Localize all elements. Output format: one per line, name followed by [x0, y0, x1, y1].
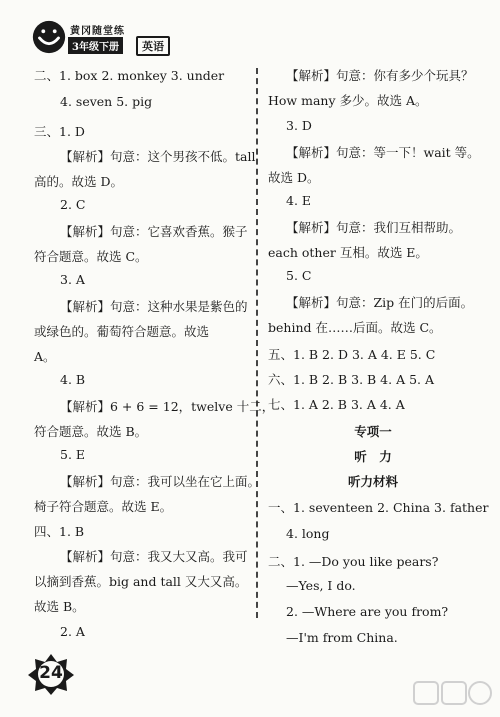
answer-line: 以摘到香蕉。big and tall 又大又高。 [34, 574, 248, 589]
answer-line: 五、1. B 2. D 3. A 4. E 5. C [268, 347, 436, 362]
section-heading: 听 力 [354, 449, 392, 464]
answer-line: 【解析】句意：我又大又高。我可 [60, 549, 248, 564]
section-heading: 听力材料 [347, 474, 398, 489]
answer-line: 【解析】句意：你有多少个玩具？ [286, 68, 474, 83]
grade-label: 3年级下册 [68, 37, 123, 54]
answer-line: 5. E [60, 447, 86, 462]
answer-line: 【解析】6 + 6 = 12，twelve 十二， [60, 399, 275, 414]
answer-line: 二、1. —Do you like pears? [268, 554, 439, 569]
answer-line: 4. seven 5. pig [60, 94, 153, 109]
answer-line: 或绿色的。葡萄符合题意。故选 [34, 324, 210, 339]
answer-line: 【解析】句意：我可以坐在它上面。 [60, 474, 261, 489]
answer-line: 4. long [286, 526, 330, 541]
answer-line: 高的。故选 D。 [34, 174, 123, 189]
answer-line: each other 互相。故选 E。 [268, 245, 428, 260]
answer-line: How many 多少。故选 A。 [268, 93, 428, 108]
answer-line: A。 [34, 349, 56, 364]
answer-line: 2. —Where are you from? [286, 604, 449, 619]
answer-line: 二、1. box 2. monkey 3. under [34, 68, 225, 83]
answer-line: 椅子符合题意。故选 E。 [34, 499, 173, 514]
answer-line: 【解析】句意：Zip 在门的后面。 [286, 295, 474, 310]
answer-line: 【解析】句意：这种水果是紫色的 [60, 299, 248, 314]
answer-line: 4. B [60, 372, 86, 387]
answer-line: 【解析】句意：等一下！wait 等。 [286, 145, 480, 160]
answer-line: 3. A [60, 272, 85, 287]
page-number: 24 [39, 663, 63, 683]
answer-line: 故选 B。 [34, 599, 85, 614]
book-header [30, 18, 210, 64]
answer-line: 3. D [286, 118, 312, 133]
watermark-logo-icon [412, 678, 494, 708]
column-divider [256, 68, 258, 618]
answer-line: 七、1. A 2. B 3. A 4. A [268, 397, 405, 412]
smiley-logo-icon [30, 18, 68, 56]
answer-line: 故选 D。 [268, 170, 320, 185]
answer-line: 【解析】句意：它喜欢香蕉。猴子 [60, 224, 248, 239]
series-title: 黄冈随堂练 [70, 26, 125, 37]
answer-line: 一、1. seventeen 2. China 3. father [268, 500, 489, 515]
section-heading: 专项一 [354, 424, 392, 439]
answer-line: 2. C [60, 197, 86, 212]
answer-line: 六、1. B 2. B 3. B 4. A 5. A [268, 372, 435, 387]
answer-line: 【解析】句意：这个男孩不低。tall [60, 149, 256, 164]
answer-line: 三、1. D [34, 124, 85, 139]
answer-line: behind 在……后面。故选 C。 [268, 320, 442, 335]
answer-line: —Yes, I do. [286, 578, 356, 593]
answer-line: 【解析】句意：我们互相帮助。 [286, 220, 462, 235]
subject-label: 英语 [136, 36, 170, 56]
answer-line: 符合题意。故选 B。 [34, 424, 148, 439]
answer-line: 符合题意。故选 C。 [34, 249, 148, 264]
answer-line: 4. E [286, 193, 312, 208]
answer-line: 2. A [60, 624, 85, 639]
answer-line: 5. C [286, 268, 312, 283]
answer-line: —I'm from China. [286, 630, 398, 645]
answer-line: 四、1. B [34, 524, 85, 539]
